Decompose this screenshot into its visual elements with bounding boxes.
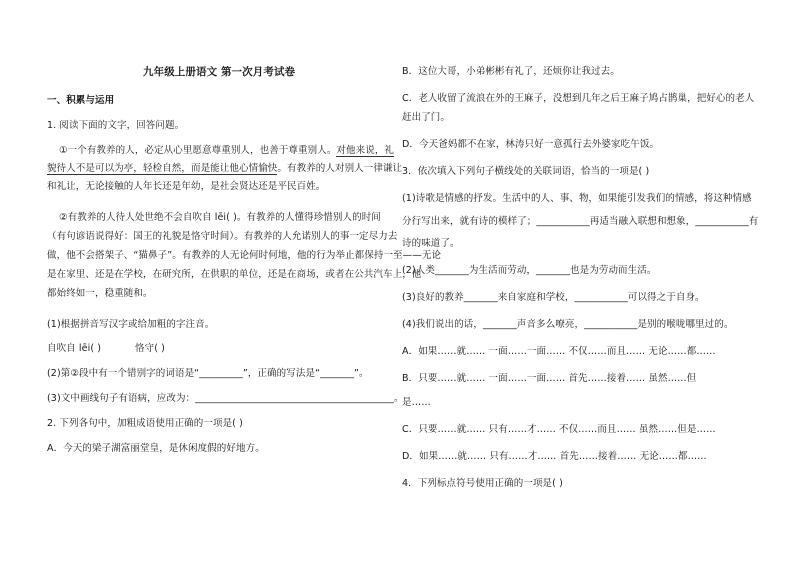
sentence-1-line1: (1)诗歌是情感的抒发。生活中的人、事、物，如果能引发我们的情感，将这种情感 (402, 193, 752, 204)
question-2-option-c-line1: C．老人收留了流浪在外的王麻子，没想到几年之后王麻子鸠占鹊巢，把好心的老人 (402, 93, 755, 104)
passage-para1-line1 (59, 145, 394, 157)
underlined-sentence: 貌待人不是可以为亭，轻检自然，而是能让他心情愉快 (47, 163, 278, 174)
question-3: 3．依次填入下列句子横线处的关联词语，恰当的一项是( ) (402, 166, 650, 177)
underlined-sentence: 对他来说，礼 (336, 145, 395, 156)
passage-para2-line5: 都始终如一，稳重随和。 (47, 288, 153, 299)
option-c: C．只要……就…… 只有……才…… 不仅……而且…… 虽然……但是…… (402, 424, 716, 435)
question-4: 4．下列标点符号使用正确的一项是( ) (402, 478, 563, 489)
option-a: A．如果……就…… 一面……一面…… 不仅……而且…… 无论……都…… (402, 346, 716, 357)
question-1: 1. 阅读下面的文字，回答问题。 (47, 120, 185, 131)
option-d: D．如果……就…… 只有……才…… 首先……接着…… 无论……都…… (402, 451, 707, 462)
section-heading: 一、积累与运用 (47, 95, 115, 106)
question-2: 2. 下列各句中，加粗成语使用正确的一项是( ) (47, 418, 243, 429)
passage-para2-line4: 是在家里、还是在学校，在研究所，在供职的单位，还是在商场，或者在公共汽车上，他 (47, 269, 422, 280)
sub-question-1b: 恪守( ) (135, 343, 165, 354)
sub-question-2: (2)第②段中有一个错别字的词语是“_________”，正确的写法是“_______”。 (47, 368, 369, 379)
passage-para1-line2 (47, 163, 402, 175)
question-2-option-d: D．今天爸妈都不在家，林涛只好一意孤行去外婆家吃午饭。 (402, 139, 660, 150)
option-b-line1: B．只要……就…… 一面……一面…… 首先……接着…… 虽然……但 (402, 373, 697, 384)
question-2-option-c-line2: 赶出了门。 (402, 112, 451, 123)
sentence-2: (2)人类_______为生活而劳动，_______也是为劳动而生活。 (402, 265, 657, 276)
sub-question-1a: 自吹自 lēi( ) (47, 343, 102, 354)
passage-para2-line1: ②有教养的人待人处世绝不会自吹自 lēi( )。有教养的人懂得珍惜别人的时间 (59, 212, 381, 223)
sub-question-1: (1)根据拼音写汉字或给加粗的字注音。 (47, 319, 215, 330)
sentence-4: (4)我们说出的话，_______声音多么嘹亮，___________是别的喉咙哪里过的。 (402, 319, 734, 330)
passage-para2-line2: （有句谚语说得好：国王的礼貌是恪守时间）。有教养的人允诺别人的事一定尽力去 (47, 231, 398, 242)
passage-para2-line3: 做，他不会搭架子、“猫鼻子”。有教养的人无论何时何地，他的行为举止都保持一至——无论 (47, 250, 442, 261)
passage-para1-line3: 和礼让，无论接触的人年长还是年幼，是社会贤达还是平民百姓。 (47, 181, 326, 192)
passage-text: 。有教养的人对别人一律谦让 (277, 163, 403, 174)
sentence-1-line2: 分行写出来，就有诗的模样了；___________再适当融入联想和想象，___________有 (402, 216, 759, 227)
sub-question-3: (3)文中画线句子有语病，应改为：_________________________________________。 (47, 393, 404, 404)
exam-title: 九年级上册语文 第一次月考试卷 (143, 66, 296, 78)
option-b-line2: 是…… (402, 397, 431, 408)
sentence-3: (3)良好的教养_______来自家庭和学校，___________可以得之于自身。 (402, 292, 705, 303)
question-2-option-a: A．今天的梁子湖富丽堂皇，是休闲度假的好地方。 (47, 443, 265, 454)
question-2-option-b: B．这位大哥，小弟彬彬有礼了，还烦你让我过去。 (402, 66, 620, 77)
passage-text: ①一个有教养的人，必定从心里愿意尊重别人，也善于尊重别人。 (59, 145, 337, 156)
sentence-1-line3: 诗的味道了。 (402, 238, 460, 249)
